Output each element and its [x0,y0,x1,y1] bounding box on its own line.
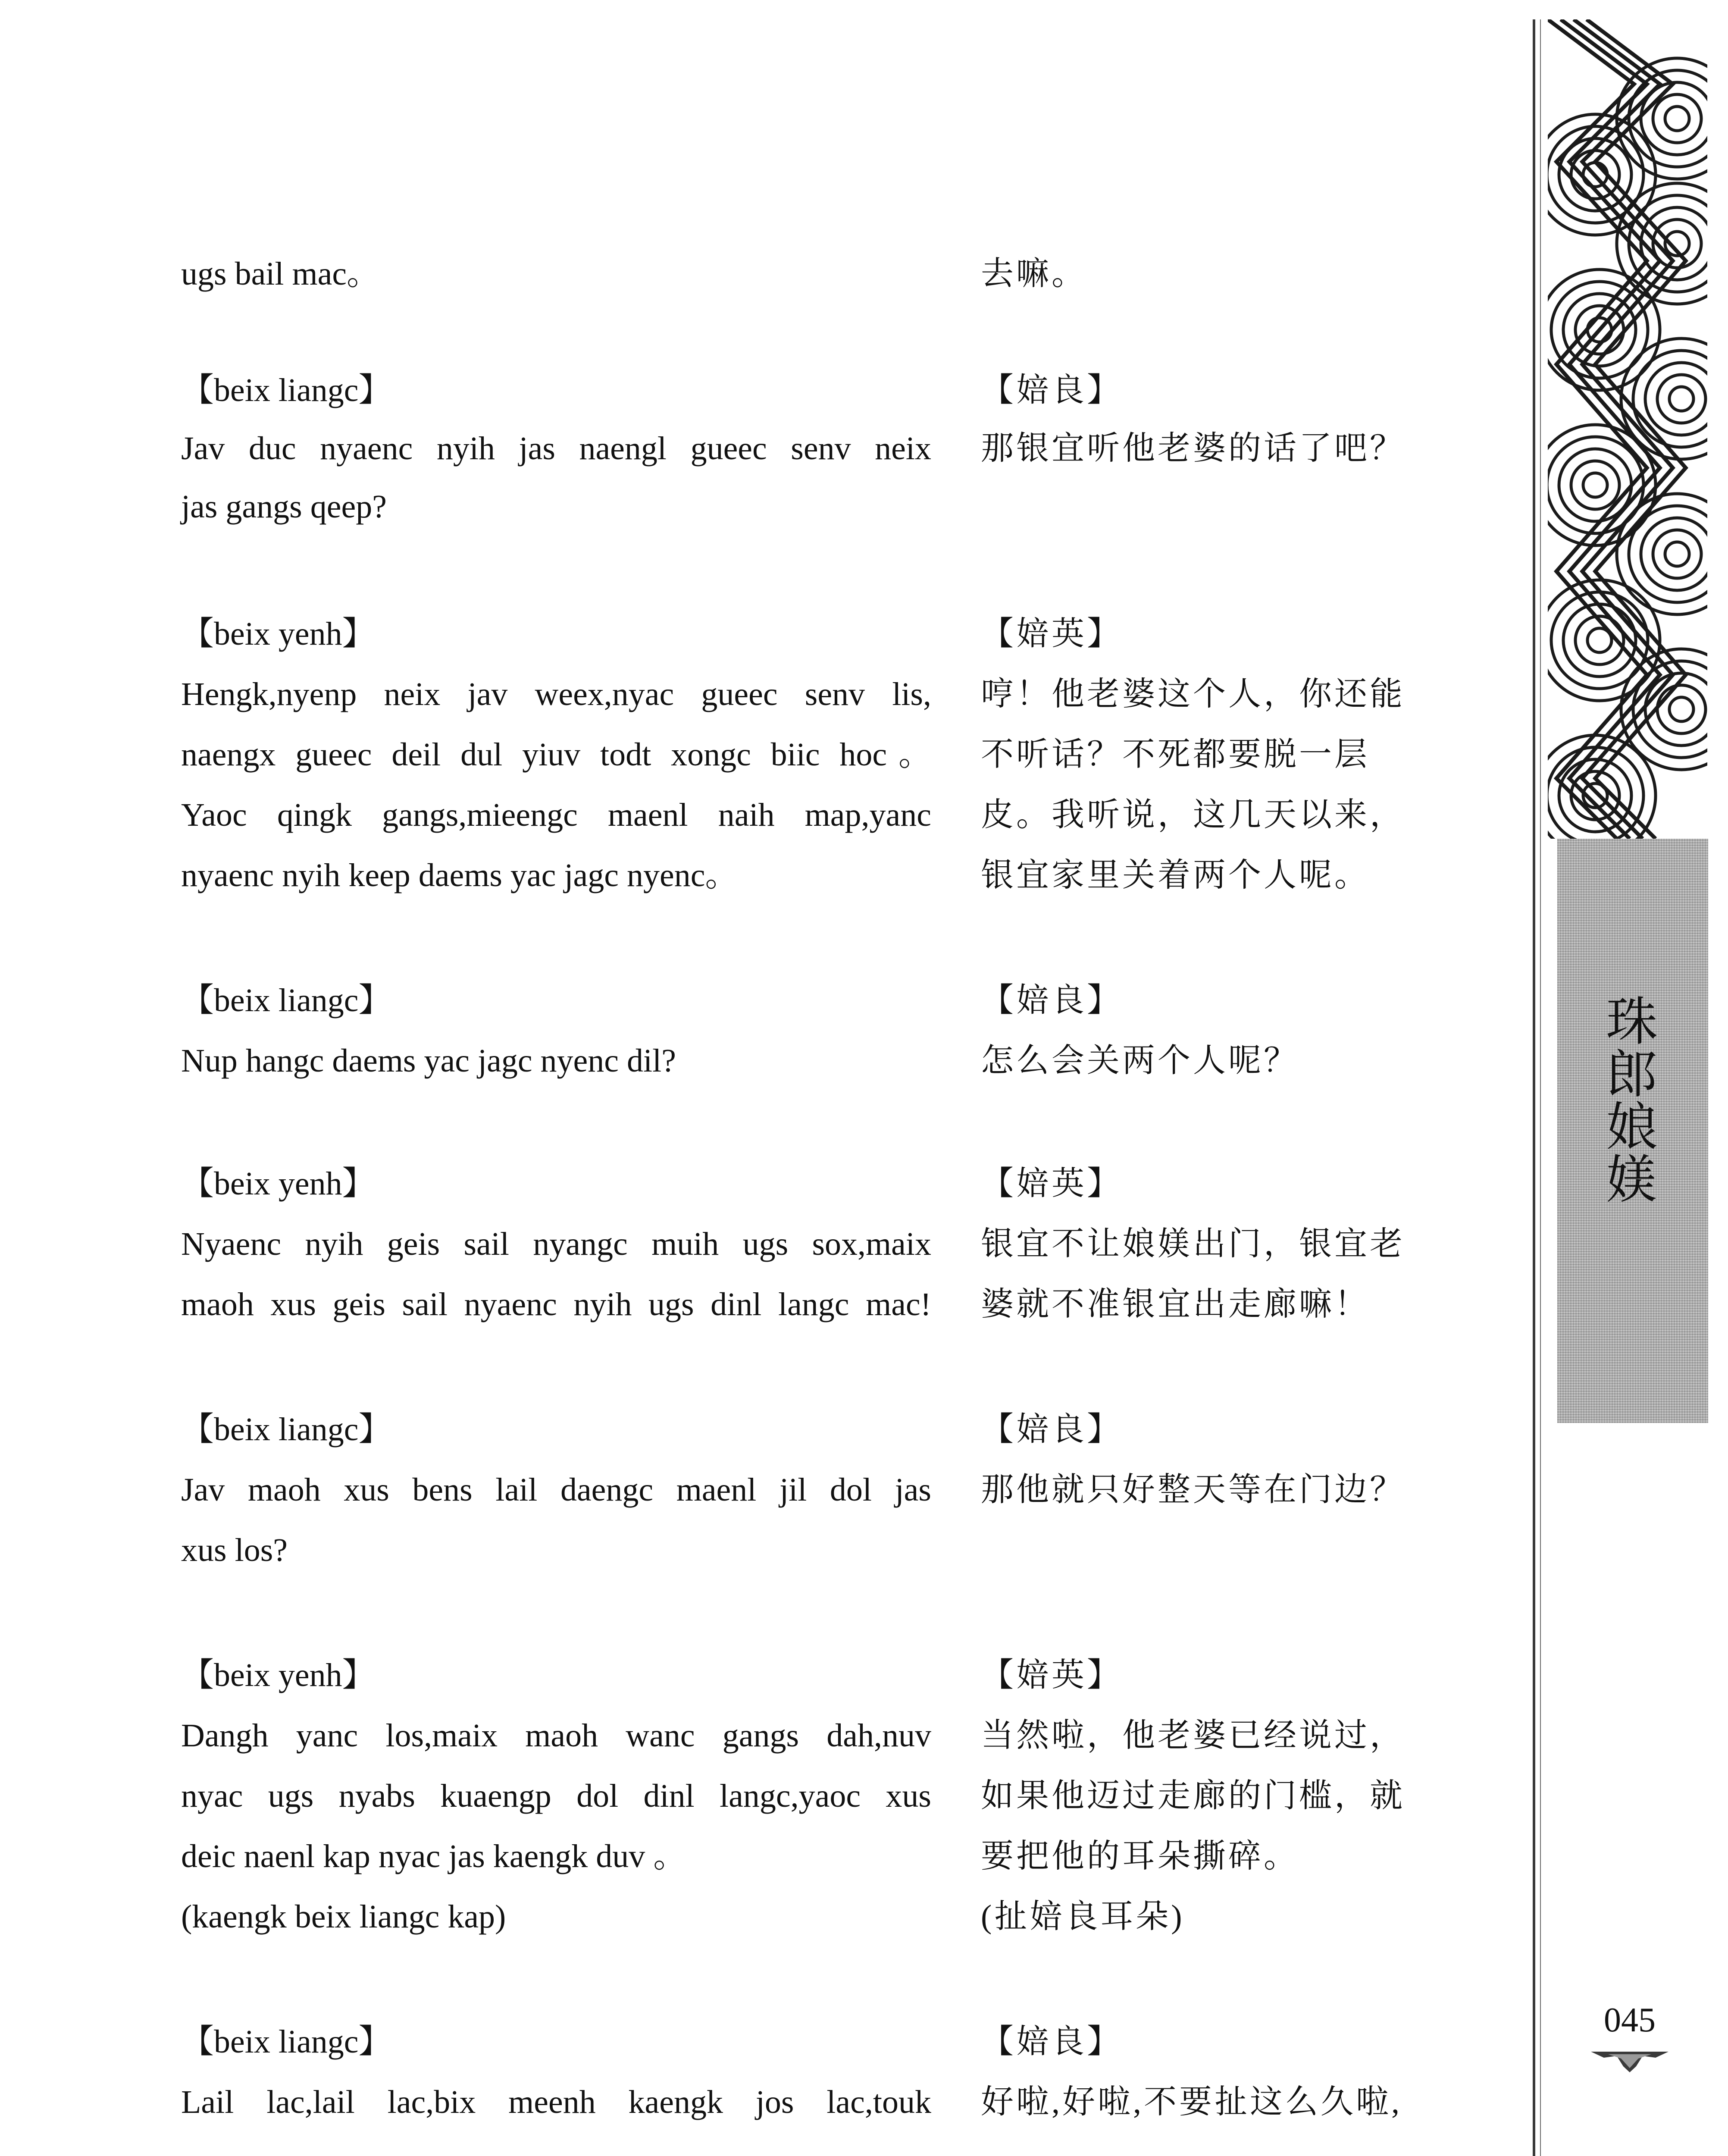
speaker-label: 【beix yenh】 [181,616,375,652]
speaker-label: 【婄良】 [981,372,1122,408]
page-number: 045 [1604,2001,1656,2039]
speaker-label: 【婄英】 [981,1657,1122,1693]
cloud-pattern-ornament [1548,19,1707,839]
margin-rule-thin [1540,19,1541,2156]
speaker-label: 【婄英】 [981,616,1122,652]
text-line: xus los? [181,1532,288,1568]
text-line: 那他就只好整天等在门边？ [981,1472,1405,1508]
speaker-label: 【婄良】 [981,982,1122,1018]
text-line: 怎么会关两个人呢？ [981,1043,1299,1079]
margin-rule [1533,19,1535,2156]
speaker-label: 【beix liangc】 [181,1411,391,1448]
text-line: 婆就不准银宜出走廊嘛！ [981,1286,1370,1322]
text-line: 要把他的耳朵撕碎。 [981,1838,1299,1874]
text-line: jas gangs qeep? [181,489,387,525]
text-line: naengx gueec deil dul yiuv todt xongc biic hoc。 [181,736,931,773]
text-line: Dangh yanc los,maix maoh wanc gangs dah,nuv [181,1717,931,1754]
speaker-label: 【beix liangc】 [181,982,391,1018]
speaker-label: 【婄英】 [981,1166,1122,1202]
book-title: 珠郎娘媄 [1606,992,1658,1210]
text-line: 当然啦，他老婆已经说过， [981,1717,1405,1754]
text-line: Jav duc nyaenc nyih jas naengl gueec senv neix [181,430,931,467]
text-line: 银宜家里关着两个人呢。 [981,857,1370,893]
stage-direction: (kaengk beix liangc kap) [181,1899,506,1935]
text-line: 不听话？不死都要脱一层 [981,736,1370,773]
text-line: ugs bail mac。 [181,256,380,292]
text-line: 哼！他老婆这个人，你还能 [981,676,1405,712]
text-line: Nup hangc daems yac jagc nyenc dil? [181,1043,676,1079]
text-line: Hengk,nyenp neix jav weex,nyac gueec senv lis, [181,676,931,712]
text-line: 去嘛。 [981,256,1087,292]
speaker-label: 【beix liangc】 [181,372,391,408]
speaker-label: 【beix yenh】 [181,1166,375,1202]
text-line: 那银宜听他老婆的话了吧？ [981,430,1405,467]
text-line: 如果他迈过走廊的门槛，就 [981,1778,1405,1814]
text-line: Nyaenc nyih geis sail nyangc muih ugs sox,maix [181,1226,931,1262]
text-line: Yaoc qingk gangs,mieengc maenl naih map,yanc [181,797,931,833]
speaker-label: 【beix yenh】 [181,1657,375,1693]
page-number-ornament-icon [1591,2048,1669,2074]
text-line: 银宜不让娘媄出门，银宜老 [981,1226,1405,1262]
speaker-label: 【婄良】 [981,1411,1122,1448]
text-line: 好啦,好啦,不要扯这么久啦, [981,2084,1402,2120]
text-line: deic naenl kap nyac jas kaengk duv 。 [181,1838,686,1874]
speaker-label: 【婄良】 [981,2024,1122,2060]
stage-direction: (扯婄良耳朵) [981,1899,1185,1935]
text-line: 皮。我听说，这几天以来， [981,797,1405,833]
text-line: nyaenc nyih keep daems yac jagc nyenc。 [181,857,738,893]
text-line: Jav maoh xus bens lail daengc maenl jil dol jas [181,1472,931,1508]
text-line: nyac ugs nyabs kuaengp dol dinl langc,yaoc xus [181,1778,931,1814]
text-line: maoh xus geis sail nyaenc nyih ugs dinl langc mac! [181,1286,931,1322]
speaker-label: 【beix liangc】 [181,2024,391,2060]
text-line: Lail lac,lail lac,bix meenh kaengk jos lac,touk [181,2084,931,2120]
